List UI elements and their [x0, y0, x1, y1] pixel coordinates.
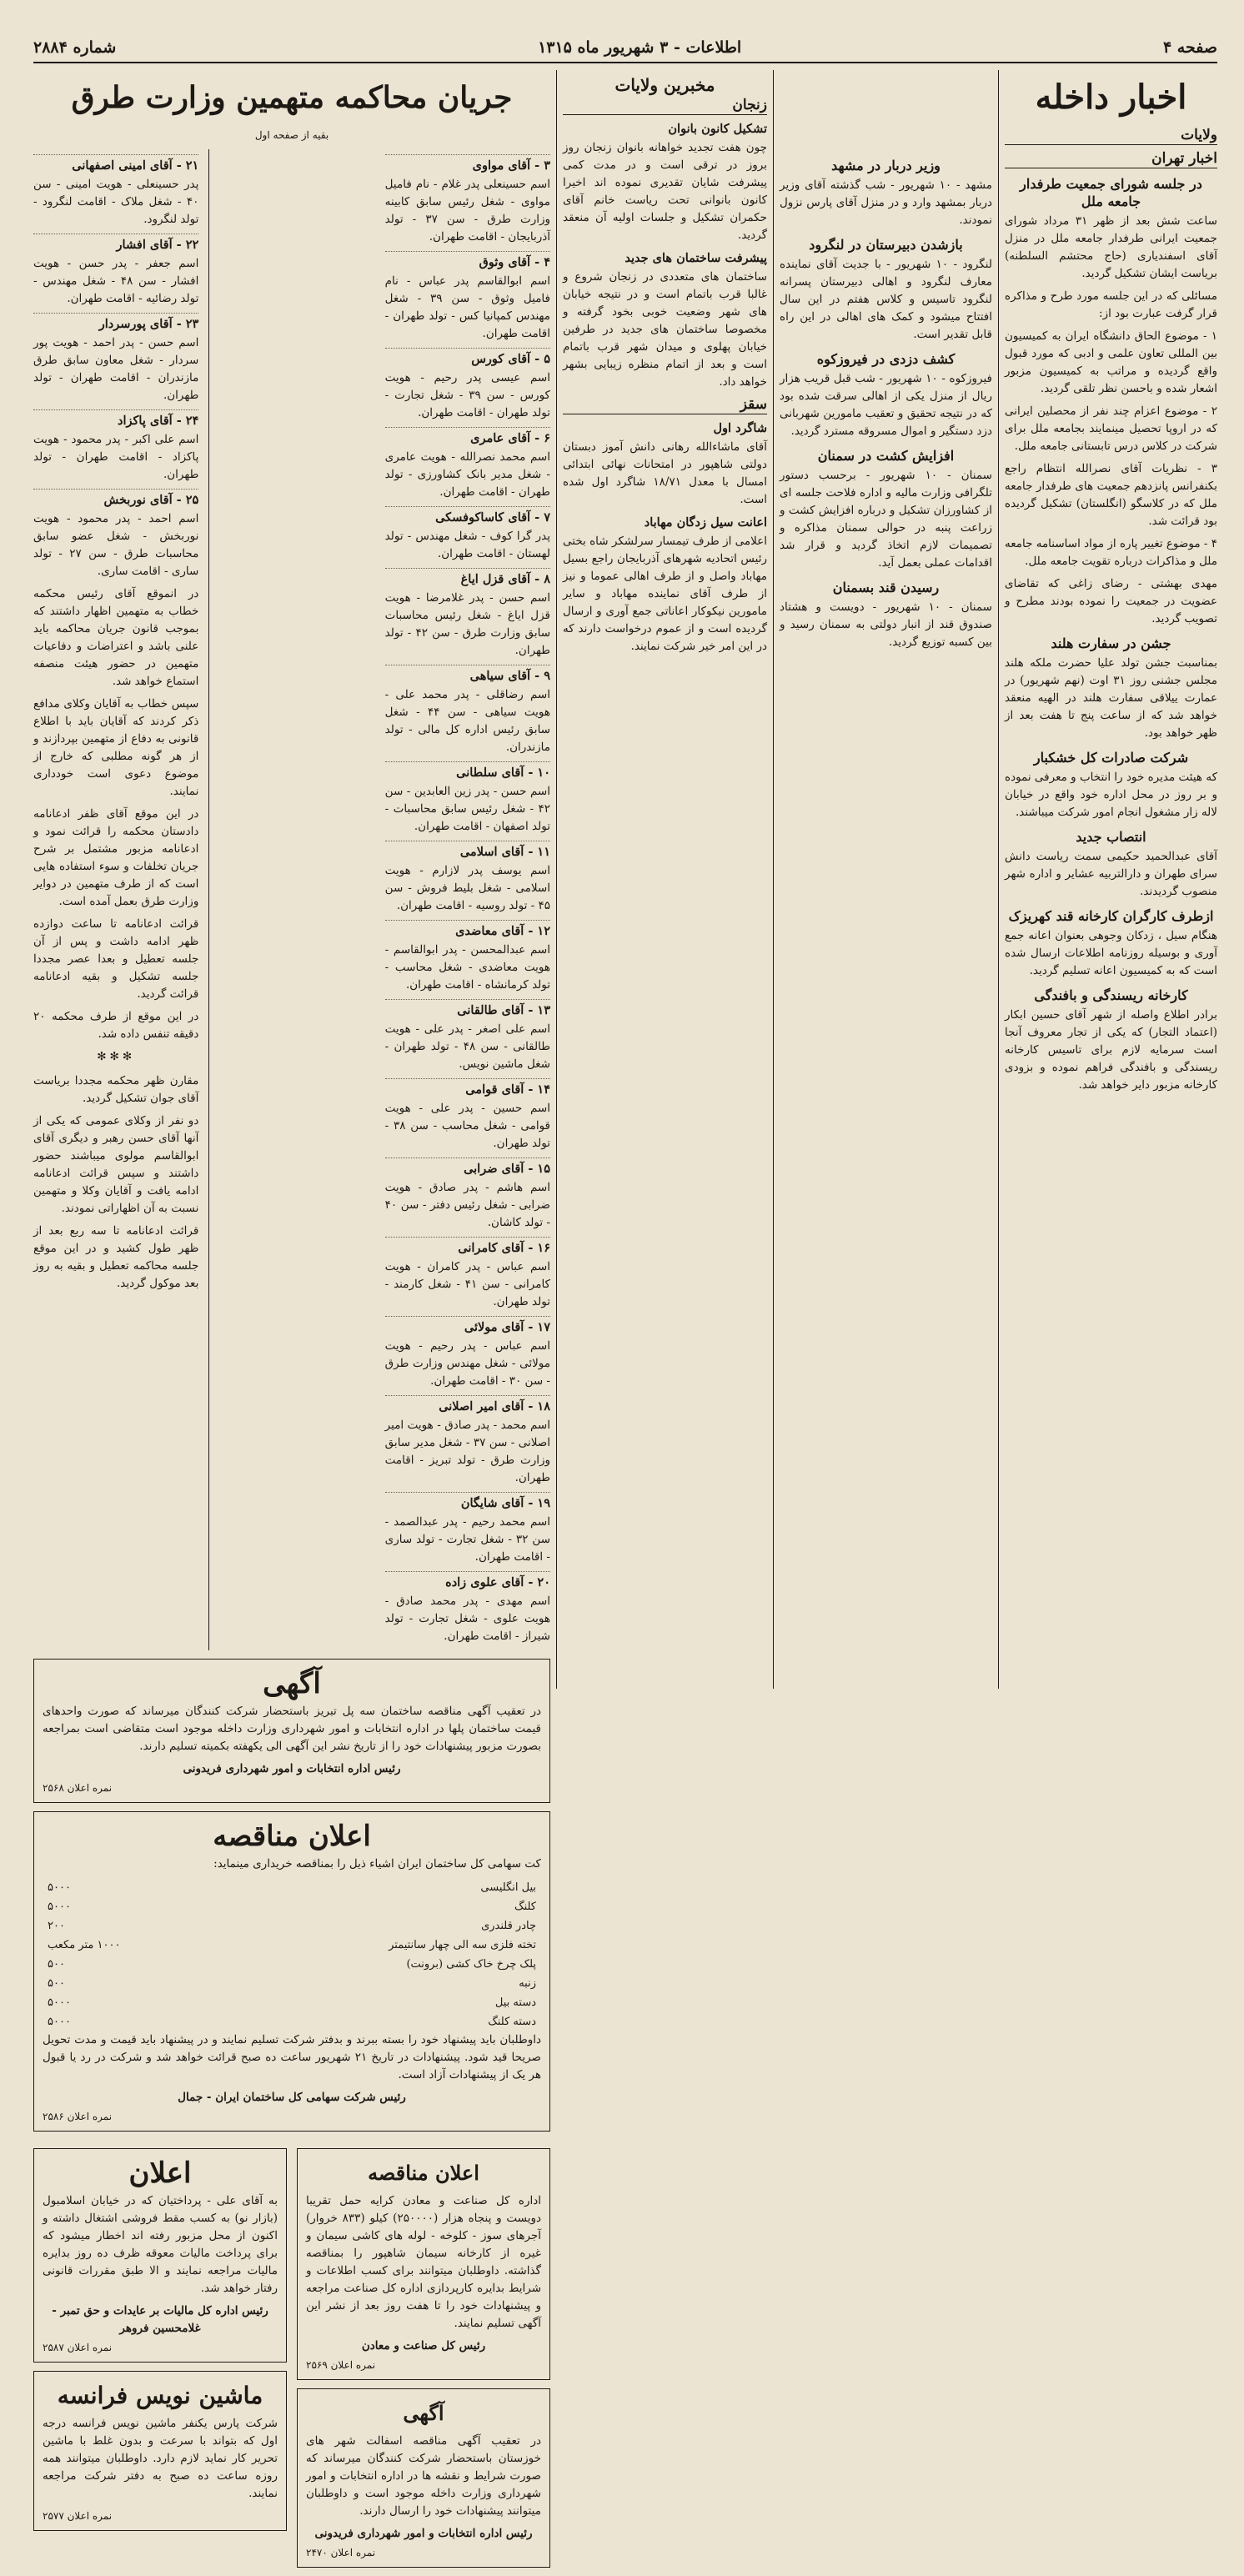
defendant-details: اسم یوسف پدر لازارم - هویت اسلامی - شغل بلیط فروش - سن ۴۵ - تولد روسیه - اقامت طهران. [384, 864, 550, 912]
defendants-list-b [33, 149, 198, 1650]
defendant-name: ۷ - آقای کاساکوفسکی [385, 506, 550, 526]
article-body: بمناسبت جشن تولد علیا حضرت ملکه هلند مجلس جشنی روز ۳۱ اوت (نهم شهریور) در عمارت ییلاقی سفارت هلند در الهیه منعقد خواهد شد که از ساعت پنج تا هفت بعد از ظهر خواهد بود. [1005, 656, 1217, 740]
article-title: شرکت صادرات کل خشکبار [1033, 750, 1189, 766]
city-label: زنجان [563, 97, 767, 115]
newspaper-page [33, 33, 1217, 2558]
item-name: زنبه [519, 1977, 536, 1990]
defendant-details: اسم جعفر - پدر حسن - هویت افشار - سن ۴۸ - شغل مهندس - تولد رضائیه - اقامت طهران. [33, 257, 199, 305]
defendant-details: اسم علی اکبر - پدر محمود - هویت پاکزاد - اقامت طهران - تولد طهران. [33, 433, 199, 481]
trial-narrative: سپس خطاب به آقایان وکلای مدافع ذکر کردند که آقایان باید با اطلاع قانونی به دفاع از متهمین بپردازند و از هر گونه مطلبی که خارج از موضوع دعوی است خودداری نمایند. [33, 697, 199, 798]
page-number: صفحه ۴ [1162, 38, 1217, 57]
defendant-details: اسم حسین - پدر علی - هویت قوامی - شغل محاسب - سن ۳۸ - تولد طهران. [384, 1102, 551, 1150]
trial-columns [33, 149, 550, 1650]
notice2-box [297, 2388, 550, 2568]
section-provinces: ولایات [1005, 127, 1217, 145]
trial-narrative: دو نفر از وکلای عمومی که یکی از آنها آقای حسن رهبر و دیگری آقای ابوالقاسم مولوی میباشند حضور داشتند و سپس قرائت ادعانامه ادامه یافت و آقایان وکلا و متهمین نسبت به آن اظهاراتی نمودند. [33, 1114, 199, 1215]
defendant-details: اسم محمد رحیم - پدر عبدالصمد - سن ۳۲ - شغل تجارت - تولد ساری - اقامت طهران. [384, 1515, 550, 1564]
article-title: شاگرد اول [713, 421, 767, 435]
page-header [33, 33, 1217, 63]
defendant-details: پدر حسینعلی - هویت امینی - سن ۴۰ - شغل ملاک - اقامت لنگرود - تولد لنگرود. [33, 178, 199, 226]
news-item-title: وزیر دربار در مشهد [831, 158, 941, 173]
article-body: ۳ - نظریات آقای نصرالله انتظام راجع بکنفرانس پانزدهم جمعیت های طرفدار جامعه ملل که در کلاسگو (انگلستان) تشکیل گردیده بود قرائت شد. [1005, 462, 1217, 528]
defendant-details: اسم ابوالقاسم پدر عباس - نام فامیل وثوق - سن ۳۹ - شغل مهندس کمپانیا کس - تولد طهران - اقامت طهران. [384, 274, 550, 340]
article-body: آقای عبدالحمید حکیمی سمت ریاست دانش سرای طهران و دارالتربیه عشایر و اداره شهر منصوب گردیدند. [1005, 850, 1217, 898]
defendant-entry [385, 761, 550, 836]
trial-narrative: در این موقع از طرف محکمه ۲۰ دقیقه تنفس داده شد. [33, 1010, 199, 1041]
defendant-name: ۱۸ - آقای امیر اصلانی [385, 1395, 550, 1415]
table-row [43, 1974, 541, 1993]
item-qty: ۵۰۰ [48, 1977, 65, 1990]
item-name: پلک چرخ خاک کشی (برونت) [406, 1958, 536, 1971]
news-item [780, 579, 992, 651]
item-qty: ۵۰۰۰ [48, 1901, 71, 1913]
issue-number: شماره ۲۸۸۴ [33, 38, 117, 57]
article-body: ساختمان های متعددی در زنجان شروع و غالبا قرب باتمام است و در نتیجه خیابان های شهر وضعیت خوبی بخود گرفته و مخصوصا ساختمان های جدید در طرفین خیابان پهلوی و میدان شهر قرب باتمام است و بعد از اتمام منظره زیبایی بشهر خواهد داد. [563, 270, 767, 389]
news-item-body: سمنان - ۱۰ شهریور - دویست و هشتاد صندوق قند از انبار دولتی به سمنان رسید و بین کسبه توزیع گردید. [780, 600, 992, 649]
trial-title: جریان محاکمه متهمین وزارت طرق [71, 80, 513, 115]
tender-box [33, 1811, 550, 2132]
tender2-reference: نمره اعلان ۲۵۶۹ [306, 2359, 376, 2371]
item-qty: ۵۰۰۰ [48, 1881, 71, 1894]
defendant-entry [385, 568, 550, 660]
trial-narrative: در انموقع آقای رئیس محکمه خطاب به متهمین اظهار داشتند که بموجب قانون جریان محاکمه باید علنی باشد و اعتراضات و دفاعیات متهمین در حضور هیئت منصفه استماع خواهد شد. [33, 587, 199, 688]
column-spacer [780, 70, 992, 150]
notice-box [33, 1659, 550, 1803]
typist-ad-title: ماشین نویس فرانسه [57, 2382, 263, 2409]
tender-terms: داوطلبان باید پیشنهاد خود را بسته ببرند و بدفتر شرکت تسلیم نمایند و در پیشنهاد باید قیمت و مدت تحویل صریحا قید شود. پیشنهادات در تاریخ ۲۱ شهریور ساعت ده صبح قرائت خواهد شد و شرکت در رد یا قبول هر یک از پیشنهادات آزاد است. [43, 2033, 541, 2081]
inner-rule [208, 149, 374, 1650]
defendant-name: ۲۰ - آقای علوی زاده [385, 1571, 550, 1591]
tender-signature: رئیس شرکت سهامی کل ساختمان ایران - جمال [178, 2091, 406, 2104]
tender2-box [297, 2148, 550, 2380]
defendant-name: ۱۳ - آقای طالقانی [385, 999, 550, 1019]
news-item [780, 447, 992, 572]
correspondents-title: مخبرین ولایات [614, 75, 715, 95]
table-row [43, 1897, 541, 1916]
defendant-details: اسم عیسی پدر رحیم - هویت کورس - سن ۳۹ - شغل تجارت - تولد طهران - اقامت طهران. [384, 371, 550, 419]
notice-reference: نمره اعلان ۲۵۶۸ [43, 1782, 113, 1794]
tender-title: اعلان مناقصه [213, 1820, 371, 1853]
column-rule [998, 70, 999, 1689]
defendant-entry [385, 154, 550, 246]
defendant-details: اسم محمد نصرالله - هویت عامری - شغل مدیر بانک کشاورزی - تولد طهران - اقامت طهران. [384, 450, 550, 499]
article-body: چون هفت تجدید خواهانه بانوان زنجان روز بروز در ترقی است و در مدت کمی پیشرفت شایان تقدیری نموده اند اخیرا کانون بانوانی تحت ریاست خانم آقای حکمران تشکیل و جلسات اولیه آن منعقد گردید. [563, 141, 767, 242]
defendant-entry [385, 1237, 550, 1311]
trial-narrative: قرائت ادعانامه تا سه ربع بعد از ظهر طول کشید و در این موقع جلسه محاکمه تعطیل و بقیه به روز بعد موکول گردید. [33, 1224, 199, 1290]
item-name: بیل انگلیسی [480, 1881, 536, 1894]
defendants-list-a [385, 149, 550, 1650]
defendant-name: ۲۵ - آقای نوربخش [33, 489, 198, 509]
continued-note: بقیه از صفحه اول [254, 129, 329, 141]
defendant-name: ۳ - آقای مواوی [385, 154, 550, 174]
defendant-name: ۱۷ - آقای مولائی [385, 1316, 550, 1336]
notice-body: در تعقیب آگهی مناقصه ساختمان سه پل تبریز باستحضار شرکت کنندگان میرساند که صورت واحدهای قیمت ساختمان پلها در اداره انتخابات و امور شهرداری وزارت داخله موجود است متقاضی است بمراجعه بصورت مزبور پیشنهادات خود را از تاریخ نشر این آگهی الی یکهفته بکمیته تسلیم دارند. [43, 1705, 541, 1753]
defendant-name: ۱۹ - آقای شایگان [385, 1492, 550, 1512]
defendant-name: ۹ - آقای سیاهی [385, 665, 550, 685]
notice-signature: رئیس اداره انتخابات و امور شهرداری فریدونی [183, 1762, 401, 1775]
news-item-title: بازشدن دبیرستان در لنگرود [809, 237, 963, 253]
tender2-title: اعلان مناقصه [368, 2161, 479, 2185]
issue-info: اطلاعات - ۳ شهریور ماه ۱۳۱۵ [538, 38, 742, 57]
item-qty: ۵۰۰ [48, 1958, 65, 1971]
article-title: تشکیل کانون بانوان [668, 122, 767, 136]
defendant-name: ۱۴ - آقای قوامی [385, 1078, 550, 1098]
article-title: در جلسه شورای جمعیت طرفدار جامعه ملل [1020, 176, 1202, 209]
announcement-signature: رئیس اداره کل مالیات بر عایدات و حق تمبر - غلامحسین فروهر [52, 2304, 268, 2335]
article-title: کارخانه ریسندگی و بافندگی [1034, 987, 1188, 1003]
notice2-signature: رئیس اداره انتخابات و امور شهرداری فریدونی [314, 2527, 533, 2540]
article-body: ساعت شش بعد از ظهر ۳۱ مرداد شورای جمعیت ایرانی طرفدار جامعه ملل در منزل آقای اسفندیاری (حاج محتشم السلطنه) بریاست ایشان تشکیل گردید. [1005, 214, 1217, 280]
item-qty: ۱۰۰۰ متر مکعب [48, 1939, 121, 1951]
column-rule [556, 70, 557, 1689]
defendant-details: اسم حسینعلی پدر غلام - نام فامیل مواوی - شغل رئیس سابق کابینه وزارت طرق - سن ۳۷ - تولد آذربایجان - اقامت طهران. [384, 178, 550, 244]
table-row [43, 2012, 541, 2031]
item-name: دسته بیل [494, 1996, 536, 2009]
news-item-body: مشهد - ۱۰ شهریور - شب گذشته آقای وزیر دربار بمشهد وارد و در منزل آقای پارس نزول نمودند. [780, 178, 992, 227]
defendant-details: اسم عبدالمحسن - پدر ابوالقاسم - هویت معاضدی - شغل محاسب - تولد کرمانشاه - اقامت طهران. [384, 943, 550, 992]
defendant-details: اسم رضاقلی - پدر محمد علی - هویت سیاهی - سن ۴۴ - شغل سابق رئیس اداره کل مالی - تولد مازندران. [384, 688, 550, 754]
typist-ad-body: شرکت پارس یکنفر ماشین نویس فرانسه درجه اول که بتواند با سرعت و بدون غلط با ماشین تحریر کار نماید لازم دارد. داوطلبان میتوانند همه روزه ساعت ده صبح به دفتر شرکت مراجعه نمایند. [43, 2417, 278, 2500]
tender-reference: نمره اعلان ۲۵۸۶ [43, 2111, 113, 2122]
article-body: ۲ - موضوع اعزام چند نفر از محصلین ایرانی که در اروپا تحصیل مینمایند بجامعه ملل برای شرکت در کلاس درس تابستانی جامعه ملل. [1005, 404, 1217, 453]
table-row [43, 1955, 541, 1974]
article-body: که هیئت مدیره خود را انتخاب و معرفی نموده و بر روز در محل اداره خود واقع در خیابان لاله زار مشغول انجام امور شرکت میباشند. [1005, 771, 1217, 819]
defendant-details: اسم حسن - پدر غلامرضا - هویت قزل ایاغ - شغل رئیس محاسبات سابق وزارت طرق - سن ۴۲ - تولد طهران. [384, 591, 551, 657]
tender-items-table [43, 1878, 541, 2031]
defendant-name: ۲۱ - آقای امینی اصفهانی [33, 154, 198, 174]
internal-news-title: اخبار داخله [1035, 78, 1187, 117]
defendant-details: اسم مهدی - پدر محمد صادق - هویت علوی - شغل تجارت - تولد شیراز - اقامت طهران. [384, 1594, 550, 1643]
trial-narrative: در این موقع آقای ظفر ادعانامه دادستان محکمه را قرائت نمود و ادعانامه مزبور مشتمل بر شرح جریان تخلفات و سوء استفاده هایی است که از طرف متهمین در دوایر وزارت طرق بعمل آمده است. [33, 807, 199, 908]
news-item-body: لنگرود - ۱۰ شهریور - با جدیت آقای نماینده معارف لنگرود و اهالی دبیرستان پسرانه لنگرود تاسیس و کلاس هفتم در این سال افتتاح میشود و کمک های اهالی در این راه قابل تقدیر است. [780, 258, 992, 341]
announcement-box [33, 2148, 287, 2363]
article-title: اعانت سیل زدگان مهاباد [644, 515, 767, 530]
internal-news-column [1005, 70, 1217, 1689]
defendant-name: ۱۵ - آقای ضرابی [385, 1157, 550, 1178]
defendant-entry [385, 1157, 550, 1232]
defendant-entry [385, 348, 550, 422]
defendant-entry [385, 920, 550, 994]
table-row [43, 1936, 541, 1955]
defendant-name: ۵ - آقای کورس [385, 348, 550, 368]
news-item-title: رسیدن قند بسمنان [832, 580, 940, 595]
defendant-entry [33, 233, 198, 308]
defendant-details: اسم حسن - پدر احمد - هویت پور سردار - شغل معاون سابق طرق مازندران - اقامت طهران - تولد طهران. [33, 336, 199, 402]
lower-ads-left [297, 2140, 550, 2576]
defendant-details: اسم عباس - پدر کامران - هویت کامرانی - سن ۴۱ - شغل کارمند - تولد طهران. [384, 1260, 550, 1308]
defendant-name: ۲۴ - آقای پاکزاد [33, 409, 198, 429]
defendant-entry [385, 251, 550, 343]
tender-intro: کت سهامی کل ساختمان ایران اشیاء ذیل را بمناقصه خریداری مینماید: [213, 1857, 541, 1870]
item-name: چادر قلندری [481, 1920, 536, 1932]
table-row [43, 1878, 541, 1897]
item-name: دسته کلنگ [488, 2016, 536, 2028]
news-item [780, 157, 992, 229]
article-body: ۴ - موضوع تغییر پاره از مواد اساسنامه جامعه ملل و مذاکرات درباره تقویت جامعه ملل. [1004, 537, 1217, 568]
city-label: سقز [563, 396, 767, 414]
item-name: تخته فلزی سه الی چهار سانتیمتر [389, 1939, 536, 1951]
defendant-details: اسم محمد - پدر صادق - هویت امیر اصلانی - سن ۳۷ - شغل مدیر سابق وزارت طرق - تولد تبریز - اقامت طهران. [384, 1419, 550, 1484]
notice2-body: در تعقیب آگهی مناقصه اسفالت شهر های خوزستان باستحضار شرکت کنندگان میرساند که صورت شرایط و نقشه ها در اداره انتخابات و امور شهرداری وزارت داخله موجود است و داوطلبان میتوانند پیشنهادات خود را ارسال دارند. [306, 2434, 541, 2518]
news-item [780, 236, 992, 344]
defendant-entry [33, 313, 198, 404]
column-rule [773, 70, 774, 1689]
article-title: ازطرف کارگران کارخانه قند کهریزک [1008, 908, 1214, 924]
defendant-entry [33, 489, 198, 580]
defendant-entry [385, 665, 550, 756]
correspondents-column [563, 70, 767, 1689]
item-qty: ۲۰۰ [48, 1920, 65, 1932]
article-title: انتصاب جدید [1076, 829, 1146, 845]
article-body: هنگام سیل ، زدکان وجوهی بعنوان اعانه جمع آوری و بوسیله روزنامه اطلاعات ارسال شده است که به کمیسیون اعانه تسلیم گردید. [1005, 929, 1217, 977]
defendant-details: اسم احمد - پدر محمود - هویت نوربخش - شغل عضو سابق محاسبات طرق - سن ۲۷ - تولد ساری - اقامت ساری. [33, 512, 199, 578]
article-body: برادر اطلاع واصله از شهر آقای حسین ابکار (اعتماد التجار) که یکی از تجار معروف آنجا است سرمایه لازم برای تاسیس کارخانه ریسندگی و بافندگی فراهم نموده و بزودی کارخانه مزبور دایر خواهد شد. [1005, 1008, 1217, 1092]
news-item-title: افزایش کشت در سمنان [817, 448, 955, 464]
notice2-reference: نمره اعلان ۲۴۷۰ [306, 2547, 376, 2558]
item-qty: ۵۰۰۰ [48, 1996, 71, 2009]
announcement-body: به آقای علی - پرداختیان که در خیابان اسلامبول (بازار نو) به کسب مقط فروشی اشتغال داشته و اکنون از محل مزبور رفته اند اخطار میشود که برای پرداخت مالیات معوقه ظرف ده روز بدایره مالیات مراجعه نمایند و الا طبق مقررات قانونی رفتار خواهد شد. [43, 2194, 278, 2295]
defendant-name: ۱۲ - آقای معاضدی [385, 920, 550, 940]
defendant-details: اسم حسن - پدر زین العابدین - سن ۴۲ - شغل رئیس سابق محاسبات - تولد اصفهان - اقامت طهران. [384, 785, 550, 833]
typist-ad-box [33, 2371, 287, 2531]
article-title: جشن در سفارت هلند [1051, 635, 1171, 651]
lower-ads [33, 2140, 550, 2576]
defendant-entry [385, 999, 550, 1073]
item-name: کلنگ [514, 1901, 536, 1913]
section-tehran: اخبار تهران [1005, 150, 1217, 168]
defendant-details: اسم عباس - پدر رحیم - هویت مولائی - شغل مهندس وزارت طرق - سن ۳۰ - اقامت طهران. [384, 1339, 550, 1388]
defendant-details: پدر گرا کوف - شغل مهندس - تولد لهستان - اقامت طهران. [384, 530, 550, 560]
defendant-name: ۱۱ - آقای اسلامی [385, 841, 550, 861]
defendant-entry [385, 427, 550, 501]
news-item-body: فیروزکوه - ۱۰ شهریور - شب قبل قریب هزار ریال از منزل یکی از اهالی سرقت شده بود که در نتیجه تحقیق و تعقیب مامورین شهربانی دزد دستگیر و اموال مسروقه مسترد گردید. [780, 372, 992, 438]
defendant-entry [385, 1316, 550, 1390]
defendant-entry [385, 1395, 550, 1487]
news-item-title: کشف دزدی در فیروزکوه [816, 351, 956, 367]
defendant-name: ۱۰ - آقای سلطانی [385, 761, 550, 781]
article-body: مهدی بهشتی - رضای زاغی که تقاضای عضویت در جمعیت را نموده بودند مطرح و تصویب گردید. [1005, 577, 1217, 625]
defendant-name: ۴ - آقای وثوق [385, 251, 550, 271]
defendant-name: ۶ - آقای عامری [385, 427, 550, 447]
news-item [780, 350, 992, 440]
trial-and-ads-column [33, 70, 551, 2558]
province-news-column [780, 70, 992, 1689]
defendant-name: ۱۶ - آقای کامرانی [385, 1237, 550, 1257]
notice2-title: آگهی [403, 2401, 444, 2425]
announcement-title: اعلان [128, 2157, 192, 2190]
defendant-details: اسم هاشم - پدر صادق - هویت ضرابی - شغل رئیس دفتر - سن ۴۰ - تولد کاشان. [384, 1181, 550, 1229]
table-row [43, 1993, 541, 2012]
tender2-body: اداره کل صناعت و معادن کرایه حمل تقریبا دویست و پنجاه هزار (۲۵۰۰۰۰) کیلو (۸۳۳ خروار) آجرهای سوز - کلوخه - لوله های کاشی سیمان و غیره از کارخانه سیمان شاهپور را بمناقصه گذاشته. داوطلبان میتوانند برای کسب اطلاعات و شرایط بدایره کارپردازی اداره کل صناعت مراجعه و پیشنهادات خود را تا هفت روز بعد از نشر این آگهی تسلیم نمایند. [306, 2194, 541, 2330]
defendant-entry [33, 409, 198, 484]
article-title: پیشرفت ساختمان های جدید [625, 251, 767, 265]
table-row [43, 1916, 541, 1936]
item-qty: ۵۰۰۰ [48, 2016, 71, 2028]
defendant-name: ۲۲ - آقای افشار [33, 233, 198, 254]
news-item-body: سمنان - ۱۰ شهریور - برحسب دستور تلگرافی وزارت مالیه و اداره فلاحت جلسه ای از کشاورزان تشکیل و درباره افزایش کشت و زراعت پنبه در حوالی سمنان مذاکره و تصمیمات لازم اتخاذ گردید و قرار شد اقدامات عملی بعمل آید. [780, 469, 992, 570]
article-body: اعلامی از طرف تیمسار سرلشکر شاه بختی رئیس اتحادیه شهرهای آذربایجان راجع بسیل مهاباد واصل و از طرف اهالی عموما و نیز از طرف آقای نماینده مهاباد و سایر مامورین نیکوکار اعاناتی جمع آوری و ارسال گردیده است و از عموم درخواست دارند که در این امر خیر شرکت نمایند. [563, 535, 767, 653]
defendant-details: اسم علی اصغر - پدر علی - هویت طالقانی - سن ۴۸ - تولد طهران - شغل ماشین نویس. [384, 1022, 550, 1071]
article-body: آقای ماشاءالله رهانی دانش آموز دبستان دولتی شاهپور در امتحانات نهائی ابتدائی امسال با معدل ۱۸/۷۱ شاگرد اول شده است. [563, 440, 767, 506]
lower-ads-right [33, 2140, 287, 2576]
defendant-entry [385, 841, 550, 915]
trial-narrative: مقارن ظهر محکمه مجددا بریاست آقای جوان تشکیل گردید. [33, 1074, 199, 1105]
defendant-name: ۸ - آقای قزل ایاغ [385, 568, 550, 588]
notice-title: آگهی [263, 1667, 321, 1700]
article-body: ۱ - موضوع الحاق دانشگاه ایران به کمیسیون بین المللی تعاون علمی و ادبی که مورد قبول واقع گردیده و مراتب به کمیسیون مزبور اشعار شده و باحسن نظر تلقی گردید. [1005, 329, 1217, 395]
typist-ad-reference: نمره اعلان ۲۵۷۷ [43, 2510, 113, 2522]
separator-stars: ✻✻✻ [97, 1050, 136, 1063]
defendant-name: ۲۳ - آقای پورسردار [33, 313, 198, 333]
defendant-entry [385, 1492, 550, 1566]
defendant-entry [385, 506, 550, 563]
tender2-signature: رئیس کل صناعت و معادن [361, 2339, 486, 2353]
defendant-entry [33, 154, 198, 228]
article-body: مسائلی که در این جلسه مورد طرح و مذاکره قرار گرفت عبارت بود از: [1005, 289, 1217, 320]
defendant-entry [385, 1571, 550, 1645]
defendant-entry [385, 1078, 550, 1152]
trial-narrative: قرائت ادعانامه تا ساعت دوازده ظهر ادامه داشت و پس از آن جلسه تعطیل و بعدا عصر مجددا جلسه تشکیل و بقیه ادعانامه قرائت گردید. [33, 917, 199, 1001]
announcement-reference: نمره اعلان ۲۵۸۷ [43, 2342, 113, 2353]
